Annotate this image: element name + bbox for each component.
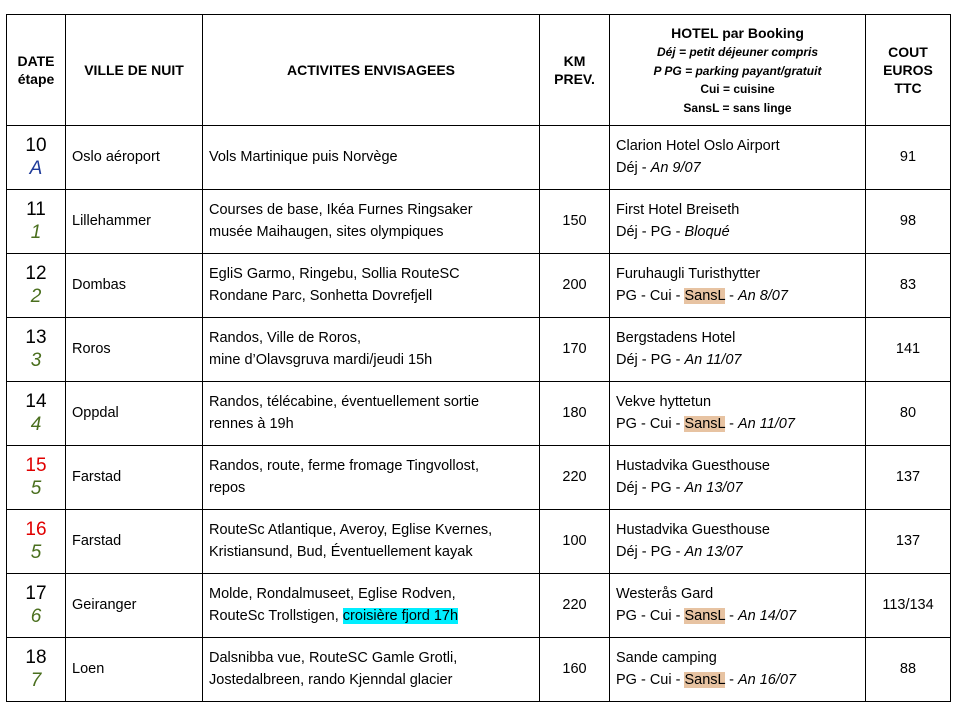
hotel-cell: Sande camping PG - Cui - SansL - An 16/07 [610, 638, 866, 702]
cost-cell: 88 [866, 638, 951, 702]
cost-cell: 137 [866, 446, 951, 510]
header-date: DATE étape [7, 15, 66, 126]
hotel-cell: First Hotel Breiseth Déj - PG - Bloqué [610, 190, 866, 254]
sansl-badge: SansL [684, 287, 726, 304]
city-cell: Oppdal [66, 382, 203, 446]
table-body [7, 126, 951, 702]
km-cell: 100 [540, 510, 610, 574]
cost-cell: 98 [866, 190, 951, 254]
sansl-badge: SansL [684, 671, 726, 688]
hotel-cell: Vekve hyttetun PG - Cui - SansL - An 11/07 [610, 382, 866, 446]
city-cell: Farstad [66, 446, 203, 510]
table-row [7, 190, 951, 254]
table-row [7, 126, 951, 190]
date-cell: 18 7 [7, 638, 66, 702]
table-row [7, 574, 951, 638]
sansl-badge: SansL [684, 607, 726, 624]
hotel-legend-4: SansL = sans linge [683, 100, 792, 115]
activities-cell: Courses de base, Ikéa Furnes Ringsaker musée Maihaugen, sites olympiques [203, 190, 540, 254]
city-cell: Oslo aéroport [66, 126, 203, 190]
header-cost: COUT EUROS TTC [866, 15, 951, 126]
hotel-legend-1: Déj = petit déjeuner compris [656, 44, 819, 59]
activities-cell: Randos, Ville de Roros, mine d’Olavsgruva mardi/jeudi 15h [203, 318, 540, 382]
km-cell: 150 [540, 190, 610, 254]
hotel-legend-2: P PG = parking payant/gratuit [653, 63, 822, 78]
date-cell: 13 3 [7, 318, 66, 382]
city-cell: Roros [66, 318, 203, 382]
cost-cell: 137 [866, 510, 951, 574]
activities-cell: Molde, Rondalmuseet, Eglise Rodven, RouteSc Trollstigen, croisière fjord 17h [203, 574, 540, 638]
date-cell: 17 6 [7, 574, 66, 638]
city-cell: Lillehammer [66, 190, 203, 254]
activities-cell: Randos, route, ferme fromage Tingvollost, repos [203, 446, 540, 510]
cost-cell: 83 [866, 254, 951, 318]
city-cell: Geiranger [66, 574, 203, 638]
header-hotel: HOTEL par Booking Déj = petit déjeuner compris P PG = parking payant/gratuit Cui = cuisine SansL = sans linge [610, 15, 866, 126]
table-row [7, 510, 951, 574]
date-cell: 14 4 [7, 382, 66, 446]
header-activities: ACTIVITES ENVISAGEES [203, 15, 540, 126]
header-city: VILLE DE NUIT [66, 15, 203, 126]
hotel-cell: Hustadvika Guesthouse Déj - PG - An 13/07 [610, 510, 866, 574]
table-row [7, 318, 951, 382]
sansl-badge: SansL [684, 415, 726, 432]
activities-cell: Vols Martinique puis Norvège [203, 126, 540, 190]
header-km: KM PREV. [540, 15, 610, 126]
table-row [7, 254, 951, 318]
km-cell [540, 126, 610, 190]
km-cell: 220 [540, 446, 610, 510]
cost-cell: 80 [866, 382, 951, 446]
date-cell: 15 5 [7, 446, 66, 510]
activities-cell: EgliS Garmo, Ringebu, Sollia RouteSC Rondane Parc, Sonhetta Dovrefjell [203, 254, 540, 318]
city-cell: Dombas [66, 254, 203, 318]
hotel-legend-3: Cui = cuisine [700, 82, 775, 97]
date-cell: 12 2 [7, 254, 66, 318]
hotel-cell: Hustadvika Guesthouse Déj - PG - An 13/07 [610, 446, 866, 510]
date-cell: 16 5 [7, 510, 66, 574]
table-row [7, 382, 951, 446]
itinerary-table [6, 14, 951, 702]
date-cell: 11 1 [7, 190, 66, 254]
km-cell: 170 [540, 318, 610, 382]
activities-cell: Randos, télécabine, éventuellement sortie rennes à 19h [203, 382, 540, 446]
hotel-cell: Bergstadens Hotel Déj - PG - An 11/07 [610, 318, 866, 382]
activities-cell: Dalsnibba vue, RouteSC Gamle Grotli, Jostedalbreen, rando Kjenndal glacier [203, 638, 540, 702]
km-cell: 200 [540, 254, 610, 318]
hotel-cell: Clarion Hotel Oslo Airport Déj - An 9/07 [610, 126, 866, 190]
table-row [7, 446, 951, 510]
cost-cell: 113/134 [866, 574, 951, 638]
table-row [7, 638, 951, 702]
cost-cell: 141 [866, 318, 951, 382]
table-header [7, 15, 951, 126]
km-cell: 180 [540, 382, 610, 446]
activities-cell: RouteSc Atlantique, Averoy, Eglise Kvernes, Kristiansund, Bud, Éventuellement kayak [203, 510, 540, 574]
city-cell: Farstad [66, 510, 203, 574]
cost-cell: 91 [866, 126, 951, 190]
city-cell: Loen [66, 638, 203, 702]
hotel-cell: Furuhaugli Turisthytter PG - Cui - SansL - An 8/07 [610, 254, 866, 318]
cruise-highlight: croisière fjord 17h [342, 607, 459, 624]
date-cell: 10 A [7, 126, 66, 190]
km-cell: 220 [540, 574, 610, 638]
hotel-cell: Westerås Gard PG - Cui - SansL - An 14/07 [610, 574, 866, 638]
km-cell: 160 [540, 638, 610, 702]
